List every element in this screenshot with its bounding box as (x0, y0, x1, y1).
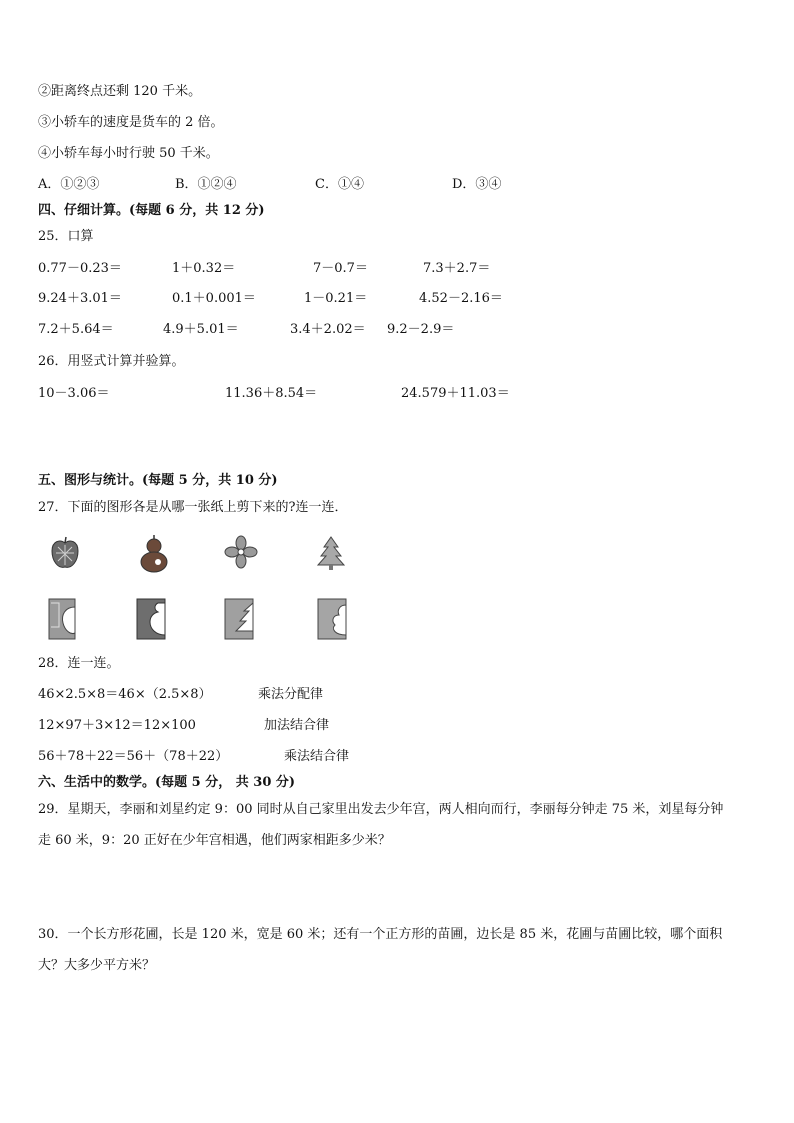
q29-line: 走 60 米，9：20 正好在少年宫相遇，他们两家相距多少米？ (38, 833, 391, 848)
q28-left-item[interactable]: 56＋78＋22＝56＋（78＋22） (38, 749, 229, 764)
q25-cell: 3.4＋2.02＝ (290, 322, 366, 337)
q25-cell: 1－0.21＝ (304, 291, 368, 306)
q25-cell: 7.2＋5.64＝ (38, 322, 114, 337)
q26-title: 26．用竖式计算并验算。 (38, 354, 185, 369)
q29-line: 29．星期天，李丽和刘星约定 9：00 同时从自己家里出发去少年宫，两人相向而行，李丽每分钟走 75 米，刘星每分钟 (38, 802, 724, 817)
q25-cell: 0.77－0.23＝ (38, 261, 122, 276)
q25-cell: 4.9＋5.01＝ (163, 322, 239, 337)
q25-cell: 0.1＋0.001＝ (172, 291, 256, 306)
section-4-heading: 四、仔细计算。(每题 6 分，共 12 分) (38, 203, 265, 218)
section-5-heading: 五、图形与统计。(每题 5 分，共 10 分) (38, 473, 278, 488)
q24-option-d[interactable]: D．③④ (452, 177, 502, 192)
q24-option-c[interactable]: C．①④ (315, 177, 364, 192)
paper-cut-gourd-half-icon[interactable] (134, 597, 168, 641)
q28-left-item[interactable]: 12×97＋3×12＝12×100 (38, 718, 196, 733)
q24-option-a[interactable]: A．①②③ (38, 177, 100, 192)
flower-shape-icon[interactable] (224, 535, 258, 569)
q28-right-item[interactable]: 加法结合律 (264, 718, 330, 733)
paper-cut-tree-half-icon[interactable] (222, 597, 256, 641)
q24-statement-2: ②距离终点还剩 120 千米。 (38, 84, 202, 99)
q24-statement-4: ④小轿车每小时行驶 50 千米。 (38, 146, 219, 161)
q24-statement-3: ③小轿车的速度是货车的 2 倍。 (38, 115, 224, 130)
q26-item: 24.579＋11.03＝ (401, 386, 510, 401)
q25-cell: 7－0.7＝ (313, 261, 368, 276)
gourd-shape-icon[interactable] (138, 533, 170, 573)
q25-title: 25．口算 (38, 229, 94, 244)
q30-line: 大？大多少平方米？ (38, 958, 156, 973)
q25-cell: 1＋0.32＝ (172, 261, 236, 276)
q28-right-item[interactable]: 乘法结合律 (284, 749, 350, 764)
section-6-heading: 六、生活中的数学。(每题 5 分， 共 30 分) (38, 775, 296, 790)
q25-cell: 7.3＋2.7＝ (423, 261, 491, 276)
q25-cell: 9.2－2.9＝ (387, 322, 455, 337)
apple-shape-icon[interactable] (50, 535, 80, 571)
paper-cut-flower-half-icon[interactable] (315, 597, 349, 641)
q24-option-b[interactable]: B．①②④ (175, 177, 237, 192)
q27-title: 27．下面的图形各是从哪一张纸上剪下来的?连一连． (38, 500, 348, 515)
q25-cell: 9.24＋3.01＝ (38, 291, 122, 306)
q28-right-item[interactable]: 乘法分配律 (258, 687, 324, 702)
q28-title: 28．连一连。 (38, 656, 120, 671)
q25-cell: 4.52－2.16＝ (419, 291, 503, 306)
q30-line: 30．一个长方形花圃，长是 120 米，宽是 60 米；还有一个正方形的苗圃，边长是 85 米，花圃与苗圃比较，哪个面积 (38, 927, 723, 942)
q26-item: 10－3.06＝ (38, 386, 110, 401)
paper-cut-apple-half-icon[interactable] (45, 597, 79, 641)
q28-left-item[interactable]: 46×2.5×8＝46×（2.5×8） (38, 687, 212, 702)
pine-tree-shape-icon[interactable] (316, 535, 346, 571)
q26-item: 11.36＋8.54＝ (225, 386, 318, 401)
